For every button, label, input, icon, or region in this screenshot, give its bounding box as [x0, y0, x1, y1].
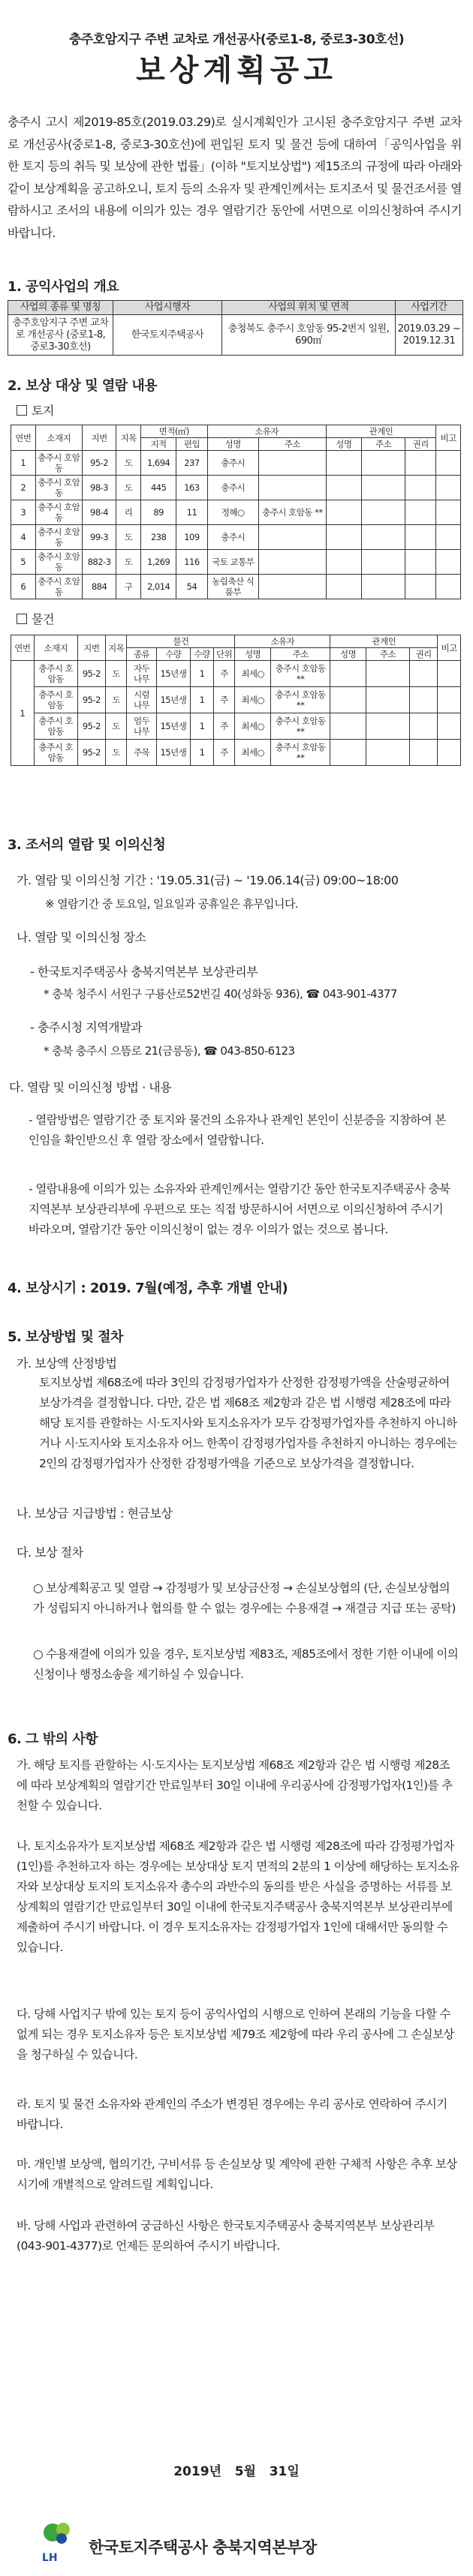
inspection-method-1: - 열람방법은 열람기간 중 토지와 물건의 소유자나 관계인 본인이 신분증을 지참하여 본인임을 확인받으신 후 열람 장소에서 열람합니다. — [29, 1113, 446, 1147]
place-city-address: * 충북 충주시 으뜸로 21(금릉동), ☎ 043-850-6123 — [44, 1044, 295, 1058]
th-owner: 소유자 — [235, 635, 330, 648]
other-item-1: 가. 해당 토지를 관할하는 시·도지사는 토지보상법 제68조 제2항과 같은 법 시행령 제28조에 따라 보상계획의 열람기간 만료일부터 30일 이내에 우리공사에 감정평가업자(1인)를 추천할 수 있습니다. — [17, 1758, 453, 1812]
th-owner-name: 성명 — [207, 438, 259, 451]
inspection-method-2: - 열람내용에 이의가 있는 소유자와 관계인께서는 열람기간 동안 한국토지주택공사 충북지역본부 보상관리부에 우편으로 또는 직접 방문하시어 서면으로 이의신청하여 주시기 바라오며, 열람기간 동안 이의신청이 없는 경우 이의가 없는 것으로 봅니다. — [29, 1182, 450, 1236]
th-category: 지목 — [116, 425, 141, 451]
payment-method: 나. 보상금 지급방법 : 현금보상 — [17, 1506, 173, 1521]
section-4-heading: 4. 보상시기 : 2019. 7월(예정, 추후 개별 안내) — [8, 1280, 288, 1296]
th-area-total: 지적 — [140, 438, 176, 451]
th-lot: 지번 — [77, 635, 105, 661]
lh-logo-text: LH — [42, 2552, 58, 2564]
objects-label: 물건 — [32, 612, 54, 626]
th-rel-right: 권리 — [405, 438, 436, 451]
th-no: 연번 — [11, 635, 35, 661]
land-label-row — [17, 401, 54, 422]
procedure-item-1: ○ 보상계획공고 및 열람 → 감정평가 및 보상금산정 → 손실보상협의 (단, 손실보상협의가 성립되지 아니하거나 협의를 할 수 없는 경우에는 수용재결 → 재결금 지급 또는 공탁) — [33, 1581, 456, 1615]
section-2-heading: 2. 보상 대상 및 열람 내용 — [8, 378, 158, 394]
cell-period: 2019.03.29 ~ 2019.12.31 — [396, 315, 463, 356]
inspection-method-heading: 다. 열람 및 이의신청 방법 · 내용 — [9, 1080, 172, 1094]
cell-operator: 한국토지주택공사 — [113, 315, 222, 356]
table-row: 충주시 호암동 95-2 도 주목 15년생 1 주 최세○ 충주시 호암동 ** — [11, 740, 461, 766]
th-area: 면적(㎡) — [140, 425, 207, 438]
objects-label-row — [17, 609, 54, 630]
other-item-6: 바. 당해 사업과 관련하여 궁금하신 사항은 한국토지주택공사 충북지역본부 보상관리부(043-901-4377)로 언제든 문의하여 주시기 바랍니다. — [17, 2219, 435, 2253]
table-row: 충주시 호암동 95-2 도 시럼 나무 15년생 1 주 최세○ 충주시 호암동 ** — [11, 687, 461, 713]
th-rel-address: 주소 — [362, 438, 405, 451]
col-location: 사업의 위치 및 면적 — [222, 301, 396, 315]
table-row: 3 충주시 호암동 98-4 리 89 11 정혜○ 충주시 호암동 ** — [11, 500, 461, 525]
inspection-place-heading: 나. 열람 및 이의신청 장소 — [17, 930, 146, 944]
land-label: 토지 — [32, 404, 54, 418]
section-3-heading: 3. 조서의 열람 및 이의신청 — [8, 837, 166, 853]
th-area-included: 편입 — [176, 438, 207, 451]
project-overview-table — [8, 300, 463, 356]
th-note: 비고 — [436, 425, 461, 451]
objects-table: 연번 소재지 지번 지목 물건 소유자 관계인 비고 종류 수량 수량 단위 성명 주소 성명 주소 권리 1 충주시 호암동 95-2 도 자두 나무 15년생 1 주 최세○ 충주시 호암동 ** 충주시 호암동 95-2 도 시럼 나무 15년생 1 주 최세○ 충주시 호암동 ** 충주시 호암동 95-2 도 엄두 나무 15년생 1 주 최세○ 충주시 호암동 ** 충주시 호암동 95-2 도 주목 15년생 1 주 최세○ 충주시 호암동 ** — [11, 635, 461, 766]
cell-location: 충청북도 충주시 호암동 95-2번지 일원, 690㎡ — [222, 315, 396, 356]
cell-project-name: 충주호암지구 주변 교차로 개선공사 (중로1-8, 중로3-30호선) — [8, 315, 113, 356]
other-item-2: 나. 토지소유자가 토지보상법 제68조 제2항과 같은 법 시행령 제28조에 따라 감정평가업자(1인)를 추천하고자 하는 경우에는 보상대상 토지 면적의 2분의 1 이상에 해당하는 토지소유자와 보상대상 토지의 토지소유자 총수의 과반수의 동의를 받은 사실을 증명하는 서류를 보상계획의 열람기간 만료일부터 30일 이내에 한국토지주택공사 충북지역본부 보상관리부에 제출하여 주시기 바랍니다. 이 경우 토지소유자는 감정평가업자 1인에 대해서만 동의할 수 있습니다. — [17, 1839, 459, 1954]
table-row: 2 충주시 호암동 98-3 도 445 163 충주시 — [11, 476, 461, 500]
th-rel-name: 성명 — [326, 438, 361, 451]
th-related: 관계인 — [326, 425, 436, 438]
table-row: 4 충주시 호암동 99-3 도 238 109 충주시 — [11, 525, 461, 550]
th-lot: 지번 — [82, 425, 116, 451]
notice-date: 2019년 5월 31일 — [173, 2464, 300, 2479]
place-lh-address: * 충북 청주시 서원구 구룡산로52번길 40(성화동 936), ☎ 043-901-4377 — [44, 987, 397, 1001]
inspection-note: ※ 열람기간 중 토요일, 일요일과 공휴일은 휴무입니다. — [45, 897, 299, 911]
th-location: 소재지 — [35, 425, 82, 451]
th-owner-address: 주소 — [259, 438, 327, 451]
intro-paragraph: 충주시 고시 제2019-85호(2019.03.29)로 실시계획인가 고시된 충주호암지구 주변 교차로 개선공사(중로1-8, 중로3-30호선)에 편입된 토지 및 물건 등에 대하여「공익사업을 위한 토지 등의 취득 및 보상에 관한 법률」(이하 "토지보상법") 제15조의 규정에 따라 아래와 같이 보상계획을 공고하오니, 토지 등의 소유자 및 관계인께서는 토지조서 및 물건조서를 열람하시고 조서의 내용에 이의가 있는 경우 열람기간 동안에 서면으로 이의신청하여 주시기 바랍니다. — [8, 115, 462, 240]
issuer-name: 한국토지주택공사 충북지역본부장 — [89, 2538, 317, 2556]
col-project-name: 사업의 종류 및 명칭 — [8, 301, 113, 315]
table-row: 5 충주시 호암동 882-3 도 1,269 116 국토 교통부 — [11, 550, 461, 575]
th-related: 관계인 — [330, 635, 438, 648]
place-city: - 충주시청 지역개발과 — [30, 1020, 143, 1034]
checkbox-icon — [17, 614, 27, 624]
th-category: 지목 — [105, 635, 127, 661]
land-table — [11, 425, 461, 599]
place-lh: - 한국토지주택공사 충북지역본부 보상관리부 — [30, 965, 258, 979]
th-location: 소재지 — [34, 635, 77, 661]
col-operator: 사업시행자 — [113, 301, 222, 315]
col-period: 사업기간 — [396, 301, 463, 315]
inspection-period: 가. 열람 및 이의신청 기간 : '19.05.31(금) ~ '19.06.14(금) 09:00~18:00 — [17, 873, 399, 887]
section-1-heading: 1. 공익사업의 개요 — [8, 279, 119, 295]
th-no: 연번 — [11, 425, 36, 451]
procedure-heading: 다. 보상 절차 — [17, 1545, 83, 1560]
other-item-3: 다. 당해 사업지구 밖에 있는 토지 등이 공익사업의 시행으로 인하여 본래의 기능을 다할 수 없게 되는 경우 토지소유자 등은 토지보상법 제79조 제2항에 따라 우리 공사에 그 손실보상을 청구하실 수 있습니다. — [17, 2007, 454, 2061]
notice-title: 보상계획공고 — [136, 53, 337, 88]
valuation-method-text: 토지보상법 제68조에 따라 3인의 감정평가업자가 산정한 감정평가액을 산술평균하여 보상가격을 결정합니다. 다만, 같은 법 제68조 제2항과 같은 법 시행령 제28조에 따라 해당 토지를 관할하는 시·도지사와 토지소유자가 모두 감정평가업자를 추천하지 아니하거나 시·도지사와 토지소유자 어느 한쪽이 감정평가업자를 추천하지 아니하는 경우에는 2인의 감정평가업자가 산정한 감정평가액을 기준으로 보상가격을 결정합니다. — [39, 1376, 457, 1470]
valuation-method-heading: 가. 보상액 산정방법 — [17, 1356, 117, 1371]
other-item-5: 마. 개인별 보상액, 협의기간, 구비서류 등 손실보상 및 계약에 관한 구체적 사항은 추후 보상시기에 개별적으로 알려드릴 계획입니다. — [17, 2157, 457, 2191]
th-object: 물건 — [127, 635, 235, 648]
th-note: 비고 — [438, 635, 461, 661]
checkbox-icon — [17, 405, 27, 416]
notice-subtitle: 충주호암지구 주변 교차로 개선공사(중로1-8, 중로3-30호선) — [68, 32, 405, 47]
th-owner: 소유자 — [207, 425, 326, 438]
section-5-heading: 5. 보상방법 및 절차 — [8, 1329, 123, 1345]
table-row: 6 충주시 호암동 884 구 2,014 54 농림축산 식품부 — [11, 575, 461, 599]
procedure-item-2: ○ 수용재결에 이의가 있을 경우, 토지보상법 제83조, 제85조에서 정한 기한 이내에 이의신청이나 행정소송을 제기하실 수 있습니다. — [33, 1647, 459, 1681]
other-item-4: 라. 토지 및 물건 소유자와 관계인의 주소가 변경된 경우에는 우리 공사로 연락하여 주시기 바랍니다. — [17, 2097, 447, 2131]
table-row: 충주시 호암동 95-2 도 엄두 나무 15년생 1 주 최세○ 충주시 호암동 ** — [11, 713, 461, 740]
table-row: 1 충주시 호암동 95-2 도 1,694 237 충주시 — [11, 451, 461, 476]
table-row: 1 충주시 호암동 95-2 도 자두 나무 15년생 1 주 최세○ 충주시 호암동 ** — [11, 661, 461, 687]
section-6-heading: 6. 그 밖의 사항 — [8, 1731, 98, 1747]
